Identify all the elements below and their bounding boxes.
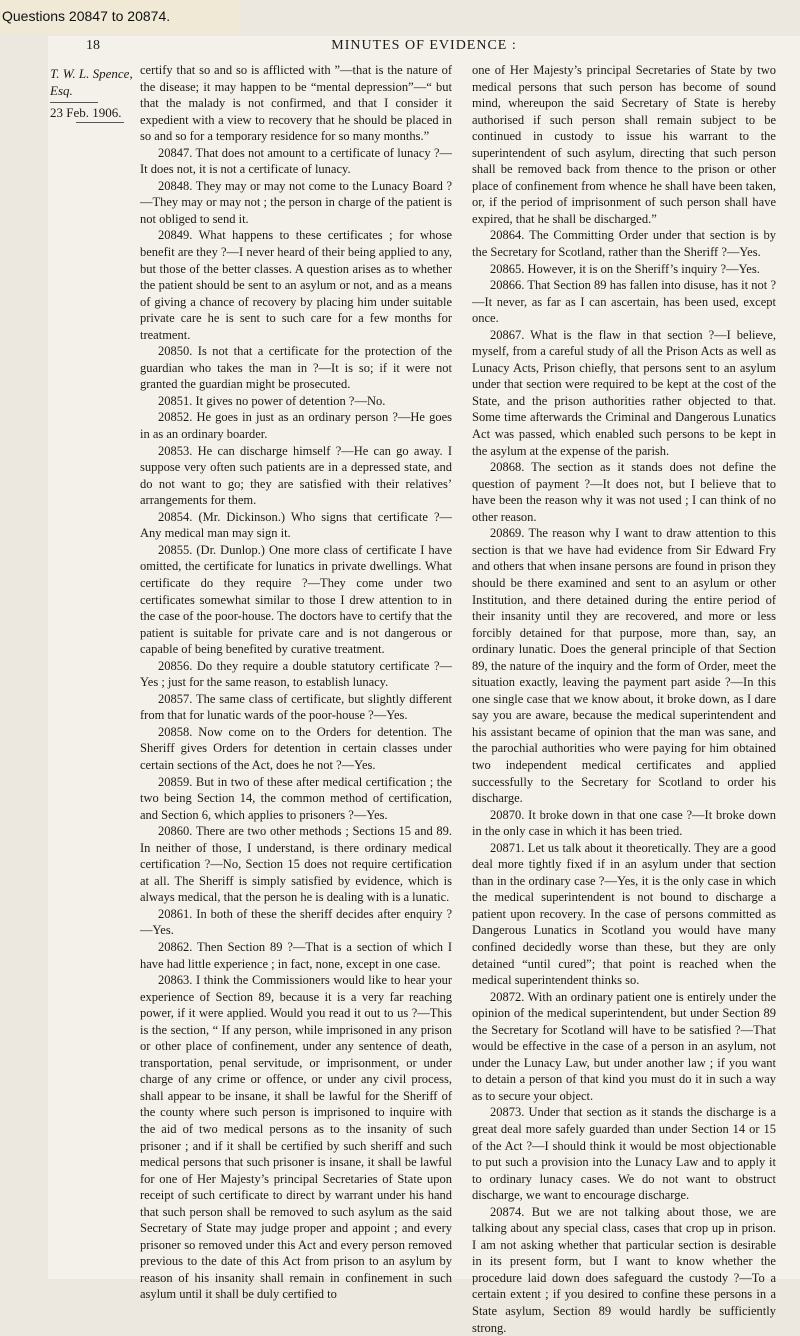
paragraph: 20870. It broke down in that one case ?—It broke down in the only case in which it has been tried. [472, 807, 776, 839]
page-range-label: Questions 20847 to 20874. [0, 0, 240, 34]
paragraph: 20869. The reason why I want to draw attention to this section is that we have had evidence from Sir Edward Fry and others that when insane persons are found in prison they should be there examined and sent to an asylum or other Institution, and there detained during the entire period of their insanity until they are recovered, and more or less forcibly detained for that purpose, more than, say, an ordinary lunatic. Does the general principle of that Section 89, the nature of the inquiry and the form of Order, meet the situation exactly, leaving the payment part aside ?—In this one single case that we know about, it broke down, as I dare say you are aware, because the medical superintendent and his assistant became of opinion that the man was sane, and the parochial authorities who were paying for him obtained two independent medical certificates and applied successfully to the Secretary for Scotland to order his discharge. [472, 526, 776, 806]
page-number: 18 [86, 38, 100, 53]
paragraph: 20864. The Committing Order under that section is by the Secretary for Scotland, rather than the Sheriff ?—Yes. [472, 228, 776, 260]
paragraph: certify that so and so is afflicted with ”—that is the nature of the disease; it may happen to be “mental depression”—“ but that the malady is not confirmed, and that I consider it expedient with a view to recovery that he should be placed in so and so for a temporary residence for so many months.” [140, 63, 452, 144]
paragraph: 20858. Now come on to the Orders for detention. The Sheriff gives Orders for detention in certain classes under certain sections of the Act, does he not ?—Yes. [140, 724, 452, 772]
paragraph: 20855. (Dr. Dunlop.) One more class of certificate I have omitted, the certificate for lunatics in private dwellings. What certificate do they require ?—They come under two certificates somewhat similar to those I drew attention to in the case of the poor-house. The doctors have to certify that the patient is suitable for private care and is not dangerous or capable of being benefited by curative treatment. [140, 542, 452, 657]
paragraph: 20859. But in two of these after medical certification ; the two being Section 14, the common method of certification, and Section 6, which applies to prisoners ?—Yes. [140, 774, 452, 822]
paragraph: 20862. Then Section 89 ?—That is a section of which I have had little experience ; in fact, none, except in one case. [140, 939, 452, 971]
paragraph: 20852. He goes in just as an ordinary person ?—He goes in as an ordinary boarder. [140, 410, 452, 442]
session-date: 23 Feb. 1906. [50, 105, 122, 120]
text-column-right [472, 62, 776, 1335]
paragraph: 20849. What happens to these certificates ; for whose benefit are they ?—I never heard of their being applied to any, but those of the better classes. A question arises as to whether the patient should be sent to an asylum or not, and as a means of giving a chance of recovery by placing him under suitable private care he is sent to such care for a few months for treatment. [140, 228, 452, 342]
paragraph: 20854. (Mr. Dickinson.) Who signs that certificate ?—Any medical man may sign it. [140, 509, 452, 541]
paragraph: 20851. It gives no power of detention ?—No. [158, 393, 386, 408]
paragraph: 20868. The section as it stands does not define the question of payment ?—It does not, but I believe that to have been the reason why it was not used ; I can think of no other reason. [472, 460, 776, 524]
margin-rule [76, 122, 124, 123]
text-column-left [140, 62, 452, 1302]
paragraph: 20847. That does not amount to a certificate of lunacy ?—It does not, it is not a certificate of lunacy. [140, 145, 452, 177]
paragraph: 20857. The same class of certificate, but slightly different from that for lunatic wards of the poor-house ?—Yes. [140, 691, 452, 723]
margin-rule [50, 102, 98, 103]
document-page [48, 36, 800, 1335]
paragraph: 20853. He can discharge himself ?—He can go away. I suppose very often such patients are in a depressed state, and do not want to go; they are satisfied with their relatives’ arrangements for them. [140, 443, 452, 508]
paragraph: 20872. With an ordinary patient one is entirely under the opinion of the medical superintendent, but under Section 89 the Secretary for Scotland will have to be satisfied ?—That would be effective in the case of a person in an asylum, not under the Lunacy Law, but under another law ; if you want to detain a person of that kind you must do it in such a way as to secure your object. [472, 989, 776, 1103]
paragraph: 20848. They may or may not come to the Lunacy Board ?—They may or may not ; the person in charge of the patient is not obliged to send it. [140, 178, 452, 226]
paragraph: 20866. That Section 89 has fallen into disuse, has it not ?—It never, as far as I can ascertain, has been used, except once. [472, 278, 776, 326]
paragraph: 20860. There are two other methods ; Sections 15 and 89. In neither of those, I understand, is there ordinary medical certification ?—No, Section 15 does not require certification at all. The Sheriff is simply satisfied by evidence, which is always medical, that the person he is dealing with is a lunatic. [140, 824, 452, 905]
paragraph: one of Her Majesty’s principal Secretaries of State by two medical persons that such person has become of sound mind, whereupon the said Secretary of State is hereby authorised if such person shall remain subject to be continued in custody to issue his warrant to the superintendent of such asylum, directing that such person shall be removed back from thence to the prison or other place of confinement from whence he shall have been taken, or, if the period of imprisonment of such person shall have expired, that he shall be discharged.” [472, 63, 776, 226]
paragraph: 20867. What is the flaw in that section ?—I believe, myself, from a careful study of all the Prison Acts as well as Lunacy Acts, Prison chiefly, that persons sent to an asylum under that section were required to be kept at the cost of the State, and the prison authorities rather objected to that. Some time afterwards the Criminal and Dangerous Lunatics Act was passed, which enabled such persons to be kept in the asylum at the expense of the parish. [472, 327, 776, 458]
page-title: MINUTES OF EVIDENCE : [331, 38, 517, 53]
paragraph: 20863. I think the Commissioners would like to hear your experience of Section 89, because it is a very far reaching power, if it were applied. Would you read it out to us ?—This is the section, “ If any person, while imprisoned in any prison or other place of confinement, under any sentence of death, transportation, penal servitude, or imprisonment, or under charge of any crime or offence, or under any civil process, shall appear to be insane, it shall be lawful for the Sheriff of the county where such person is imprisoned to inquire with the aid of two medical persons as to the insanity of such prisoner ; and if it shall be certified by such sheriff and such medical persons that such prisoner is insane, it shall be lawful for one of Her Majesty’s principal Secretaries of State upon receipt of such certificate to direct by warrant under his hand that such person shall be removed to such asylum as the said Secretary of State may judge proper and appoint ; and every prisoner so removed under this Act and every person removed previous to the date of this Act from prison to an asylum by reason of his insanity shall remain in confinement in such asylum until it shall be duly certified to [140, 973, 452, 1302]
paragraph: 20865. However, it is on the Sheriff’s inquiry ?—Yes. [490, 261, 760, 276]
paragraph: 20856. Do they require a double statutory certificate ?—Yes ; just for the same reason, to establish lunacy. [140, 658, 452, 690]
margin-note [50, 65, 140, 123]
paragraph: 20850. Is not that a certificate for the protection of the guardian who takes the man in ?—It is so; if it were not granted the guardian might be prosecuted. [140, 344, 452, 392]
paragraph: 20861. In both of these the sheriff decides after enquiry ?—Yes. [140, 906, 452, 938]
paragraph: 20873. Under that section as it stands the discharge is a great deal more safely guarded than under Section 14 or 15 of the Act ?—I should think it would be most objectionable to put such a provision into the Lunacy Law and to apply it to ordinary lunacy cases. We do not want to obstruct discharge, we want to encourage discharge. [472, 1105, 776, 1203]
paragraph: 20874. But we are not talking about those, we are talking about any special class, cases that crop up in prison. I am not asking whether that particular section is desirable in its present form, but I want to know whether the procedure laid down does safeguard the custody ?—To a certain extent ; if you desired to confine these persons in a State asylum, Section 89 would hardly be sufficiently strong. [472, 1204, 776, 1335]
running-header [48, 38, 800, 56]
paragraph: 20871. Let us talk about it theoretically. They are a good deal more tightly fixed if in an asylum under that section than in the ordinary case ?—Yes, it is the only case in which the medical superintendent is not bound to discharge a patient upon recovery. In the case of persons committed as Dangerous Lunatics in Scotland you would have many confined decidedly worse than these, but they are only detained “until cured”; that point is reached when the medical superintendent thinks so. [472, 840, 776, 988]
witness-name: T. W. L. Spence, Esq. [50, 66, 133, 98]
